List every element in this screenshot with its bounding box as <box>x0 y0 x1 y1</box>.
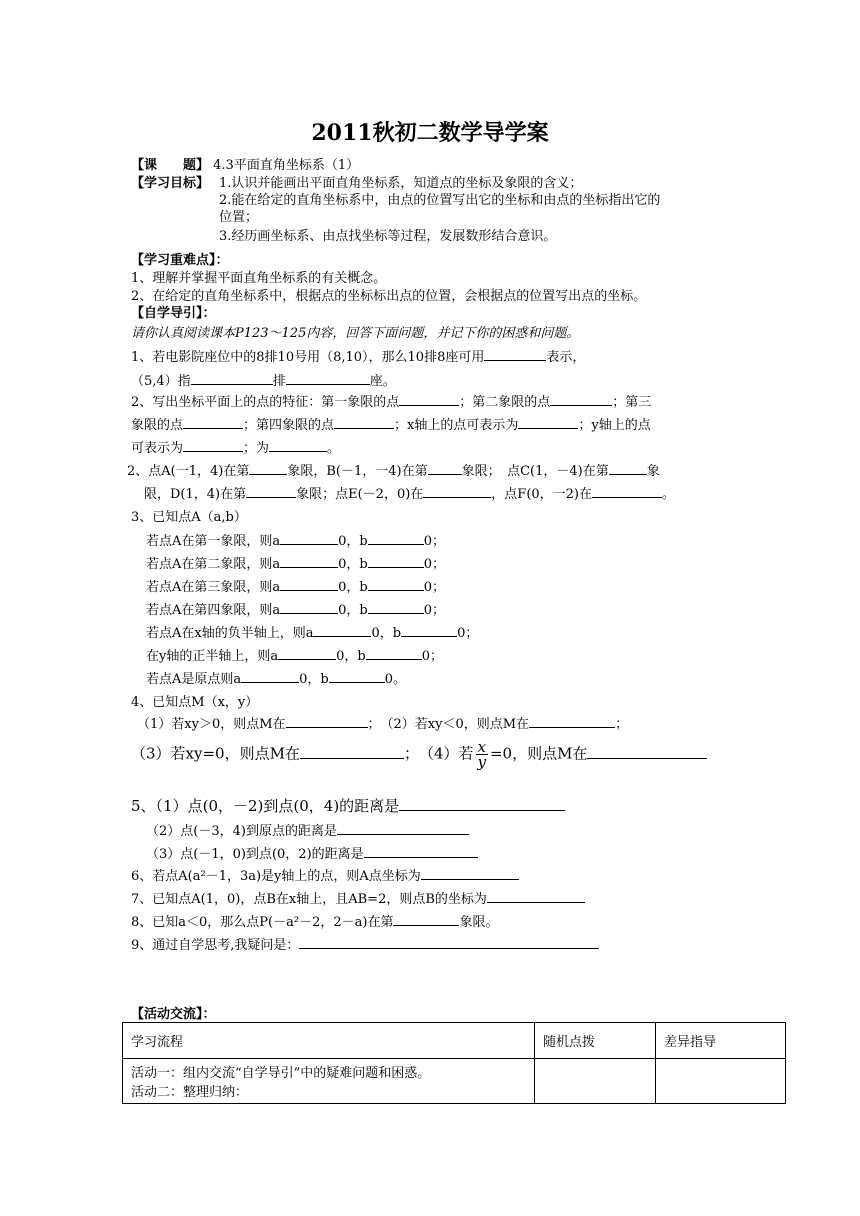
question-3-row: 若点A在第二象限，则a 0，b 0； <box>146 557 446 572</box>
keypoints-label: 【学习重难点】： <box>131 253 229 268</box>
guide-intro: 请你认真阅读课本P123～125内容，回答下面问题，并记下你的困惑和问题。 <box>131 326 580 341</box>
goal-item: 3.经历画坐标系、由点找坐标等过程，发展数形结合意识。 <box>219 229 557 244</box>
answer-blank[interactable] <box>183 439 243 452</box>
question-5-b: （2）点(－3，4)到原点的距离是 <box>146 820 469 839</box>
question-2-c: 可表示为 ；为 。 <box>131 441 341 456</box>
answer-blank[interactable] <box>366 647 422 660</box>
goal-item: 1.认识并能画出平面直角坐标系，知道点的坐标及象限的含义； <box>219 176 583 191</box>
question-9: 9、通过自学思考,我疑问是： <box>131 934 599 953</box>
activity-row-1: 活动一：组内交流“自学导引”中的疑难问题和困惑。 <box>131 1066 431 1081</box>
table-header: 学习流程 <box>123 1023 535 1059</box>
table-cell[interactable] <box>535 1059 656 1104</box>
question-3-row: 若点A在第三象限，则a 0，b 0； <box>146 580 446 595</box>
answer-blank[interactable] <box>368 555 424 568</box>
page-title: 2011秋初二数学导学案 <box>311 120 549 146</box>
guide-label: 【自学导引】： <box>131 306 216 321</box>
question-3: 3、已知点A（a,b） <box>131 510 247 525</box>
answer-blank[interactable] <box>423 485 491 498</box>
answer-blank[interactable] <box>329 670 385 683</box>
question-3-row: 若点A在第四象限，则a 0，b 0； <box>146 603 446 618</box>
question-4: 4、已知点M（x，y） <box>131 695 259 710</box>
answer-blank[interactable] <box>399 798 565 811</box>
topic-value: 4.3平面直角坐标系（1） <box>213 158 360 173</box>
question-3-row: 若点A在x轴的负半轴上，则a 0，b 0； <box>146 626 479 641</box>
answer-blank[interactable] <box>269 439 327 452</box>
question-3-row: 在y轴的正半轴上，则a 0，b 0； <box>146 649 443 664</box>
question-2-points-b: 限，D(1，4)在第 象限；点E(－2，0)在 ，点F(0，一2)在 。 <box>144 487 676 502</box>
answer-blank[interactable] <box>368 601 424 614</box>
answer-blank[interactable] <box>286 715 368 728</box>
answer-blank[interactable] <box>368 532 424 545</box>
question-2-b: 象限的点 ；第四象限的点 ；x轴上的点可表示为 ；y轴上的点 <box>131 418 651 433</box>
goal-item: 位置； <box>219 210 259 225</box>
goal-item: 2.能在给定的直角坐标系中，由点的位置写出它的坐标和由点的坐标指出它的 <box>219 193 661 208</box>
topic-label: 【课 题】 <box>131 158 210 173</box>
question-3-row: 若点A在第一象限，则a 0，b 0； <box>146 534 446 549</box>
answer-blank[interactable] <box>399 393 459 406</box>
question-1-b: （5,4）指 排 座。 <box>131 374 396 389</box>
question-8: 8、已知a＜0，那么点P(－a²－2，2－a)在第 象限。 <box>131 915 499 930</box>
answer-blank[interactable] <box>393 913 459 926</box>
table-cell[interactable] <box>656 1059 786 1104</box>
answer-blank[interactable] <box>368 578 424 591</box>
answer-blank[interactable] <box>609 462 647 475</box>
answer-blank[interactable] <box>280 601 338 614</box>
answer-blank[interactable] <box>401 624 457 637</box>
table-cell <box>123 1059 535 1104</box>
question-2-points: 2、点A(一1，4)在第 象限，B(－1，一4)在第 象限； 点C(1，－4)在第 象 <box>127 464 660 479</box>
question-5: 5、（1）点(0，－2)到点(0，4)的距离是 <box>131 795 565 816</box>
answer-blank[interactable] <box>428 462 462 475</box>
answer-blank[interactable] <box>183 416 243 429</box>
question-3-row: 若点A是原点则a 0，b 0。 <box>146 672 407 687</box>
topic-line <box>131 154 359 173</box>
keypoint-item: 1、理解并掌握平面直角坐标系的有关概念。 <box>131 271 387 286</box>
answer-blank[interactable] <box>278 647 336 660</box>
answer-blank[interactable] <box>280 578 338 591</box>
answer-blank[interactable] <box>241 670 299 683</box>
answer-blank[interactable] <box>364 845 478 858</box>
activity-label: 【活动交流】： <box>131 1007 216 1022</box>
answer-blank[interactable] <box>246 485 296 498</box>
activity-table <box>122 1022 786 1104</box>
question-4-row2: （3）若xy=0，则点M在 ； （4）若 $\frac{x}{y}$ =0，则点M在 <box>131 740 707 769</box>
answer-blank[interactable] <box>300 746 404 759</box>
goals-label: 【学习目标】 <box>131 176 210 191</box>
answer-blank[interactable] <box>286 372 370 385</box>
table-header: 随机点拨 <box>535 1023 656 1059</box>
answer-blank[interactable] <box>421 867 519 880</box>
question-6: 6、若点A(a²－1，3a)是y轴上的点，则A点坐标为 <box>131 865 519 884</box>
table-header: 差异指导 <box>656 1023 786 1059</box>
answer-blank[interactable] <box>280 555 338 568</box>
fraction: $\frac{x}{y}$ <box>477 738 486 771</box>
activity-row-2: 活动二：整理归纳： <box>131 1085 249 1100</box>
answer-blank[interactable] <box>484 348 546 361</box>
answer-blank[interactable] <box>334 416 394 429</box>
question-1: 1、若电影院座位中的8排10号用（8,10），那么10排8座可用 表示， <box>131 350 586 365</box>
answer-blank[interactable] <box>191 372 273 385</box>
answer-blank[interactable] <box>337 822 469 835</box>
question-7: 7、已知点A(1，0)，点B在x轴上，且AB=2，则点B的坐标为 <box>131 888 585 907</box>
answer-blank[interactable] <box>518 416 578 429</box>
answer-blank[interactable] <box>592 485 662 498</box>
answer-blank[interactable] <box>487 890 585 903</box>
answer-blank[interactable] <box>280 532 338 545</box>
question-5-c: （3）点(－1，0)到点(0，2)的距离是 <box>146 843 478 862</box>
answer-blank[interactable] <box>299 936 599 949</box>
answer-blank[interactable] <box>529 715 615 728</box>
answer-blank[interactable] <box>587 746 707 759</box>
answer-blank[interactable] <box>550 393 612 406</box>
question-2: 2、写出坐标平面上的点的特征：第一象限的点 ；第二象限的点 ；第三 <box>131 395 652 410</box>
question-4-row1: （1）若xy＞0，则点M在 ； （2）若xy＜0，则点M在 ； <box>137 717 629 732</box>
keypoint-item: 2、在给定的直角坐标系中，根据点的坐标标出点的位置，会根据点的位置写出点的坐标。 <box>131 289 647 304</box>
answer-blank[interactable] <box>249 462 287 475</box>
answer-blank[interactable] <box>313 624 371 637</box>
